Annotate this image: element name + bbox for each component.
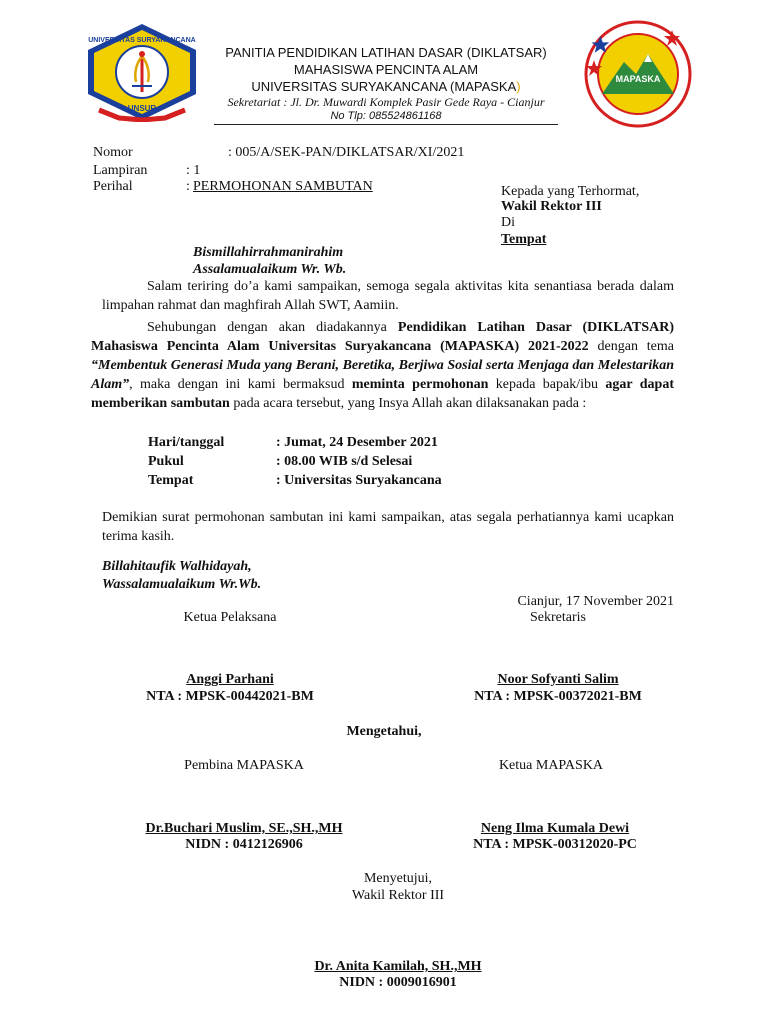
p2-part-g: kepada bapak/ibu bbox=[488, 377, 606, 392]
ketua-pelaksana-role: Ketua Pelaksana bbox=[183, 610, 277, 625]
mapaska-logo-label: MAPASKA bbox=[615, 74, 661, 84]
event-label-time: Pukul bbox=[148, 454, 184, 469]
p2-request: meminta permohonan bbox=[351, 377, 489, 392]
event-value-place: : Universitas Suryakancana bbox=[276, 473, 442, 488]
ketua-pelaksana-name: Anggi Parhani bbox=[186, 672, 274, 687]
perihal-value: PERMOHONAN SAMBUTAN bbox=[193, 179, 373, 194]
mapaska-logo bbox=[580, 18, 696, 130]
nomor-value: : 005/A/SEK-PAN/DIKLATSAR/XI/2021 bbox=[228, 145, 465, 160]
header-line-2: MAHASISWA PENCINTA ALAM bbox=[293, 62, 479, 77]
mengetahui-label: Mengetahui, bbox=[346, 724, 422, 739]
ketua-pelaksana-nta: NTA : MPSK-00442021-BM bbox=[146, 689, 314, 704]
p2-theme: “Membentuk Generasi Muda yang Berani, Beretika, Berjiwa Sosial serta Menjaga dan Melestarikan Alam” bbox=[91, 358, 674, 392]
sekretaris-nta: NTA : MPSK-00372021-BM bbox=[474, 689, 642, 704]
body-paragraph-2 bbox=[91, 318, 674, 413]
event-label-place: Tempat bbox=[148, 473, 194, 488]
logo-bottom-text: UNSUR bbox=[127, 104, 157, 113]
header-divider bbox=[214, 124, 558, 125]
recipient-line-4: Tempat bbox=[501, 232, 547, 247]
wakil-rektor-nidn: NIDN : 0009016901 bbox=[339, 975, 457, 990]
recipient-line-3: Di bbox=[501, 215, 515, 230]
place-date: Cianjur, 17 November 2021 bbox=[517, 594, 674, 609]
recipient-line-2: Wakil Rektor III bbox=[501, 199, 602, 214]
pembina-nidn: NIDN : 0412126906 bbox=[185, 837, 303, 852]
secretariat-address: Sekretariat : Jl. Dr. Muwardi Komplek Pasir Gede Raya - Cianjur bbox=[227, 95, 545, 109]
closing-billahitaufik: Billahitaufik Walhidayah, bbox=[102, 559, 252, 574]
logo-ring-text: UNIVERSITAS SURYAKANCANA bbox=[88, 37, 196, 44]
pembina-name: Dr.Buchari Muslim, SE.,SH.,MH bbox=[145, 821, 343, 836]
ketua-mapaska-role: Ketua MAPASKA bbox=[498, 758, 604, 773]
closing-wassalam: Wassalamualaikum Wr.Wb. bbox=[102, 577, 262, 592]
header-line-3-main: UNIVERSITAS SURYAKANCANA (MAPASKA bbox=[251, 79, 517, 94]
event-value-date: : Jumat, 24 Desember 2021 bbox=[276, 435, 438, 450]
ketua-mapaska-nta: NTA : MPSK-00312020-PC bbox=[473, 837, 637, 852]
body-paragraph-1: Salam teriring do’a kami sampaikan, semoga segala aktivitas kita senantiasa berada dalam limpahan rahmat dan maghfirah Allah SWT, Aamiin. bbox=[102, 279, 674, 313]
closing-paragraph: Demikian surat permohonan sambutan ini kami sampaikan, atas segala perhatiannya kami ucapkan terima kasih. bbox=[102, 510, 674, 544]
header-line-3-paren: ) bbox=[516, 79, 521, 94]
p2-part-i: pada acara tersebut, yang Insya Allah akan dilaksanakan pada : bbox=[229, 396, 587, 411]
lampiran-label: Lampiran bbox=[93, 163, 148, 178]
greeting-salam: Assalamualaikum Wr. Wb. bbox=[193, 262, 347, 277]
event-label-date: Hari/tanggal bbox=[148, 435, 225, 450]
perihal-colon: : bbox=[186, 179, 190, 194]
perihal-label: Perihal bbox=[93, 179, 133, 194]
recipient-line-1: Kepada yang Terhormat, bbox=[501, 184, 640, 199]
p2-part-a: Sehubungan dengan akan diadakannya bbox=[147, 320, 398, 335]
header-line-3 bbox=[200, 78, 572, 95]
menyetujui-label: Menyetujui, bbox=[363, 871, 433, 886]
wakil-rektor-name: Dr. Anita Kamilah, SH.,MH bbox=[314, 959, 482, 974]
p2-purpose: agar dapat memberikan sambutan bbox=[91, 377, 674, 411]
p2-event-name: Pendidikan Latihan Dasar (DIKLATSAR) Mahasiswa Pencinta Alam Universitas Suryakancana (MAPASKA) 2021-2022 bbox=[91, 320, 674, 354]
p2-part-e: , maka dengan ini kami bermaksud bbox=[129, 377, 352, 392]
phone-number: No Tlp: 085524861168 bbox=[330, 110, 442, 122]
pembina-role: Pembina MAPASKA bbox=[184, 758, 304, 773]
university-logo bbox=[84, 22, 200, 122]
p2-part-c: dengan tema bbox=[588, 339, 674, 354]
sekretaris-name: Noor Sofyanti Salim bbox=[497, 672, 619, 687]
header-line-1: PANITIA PENDIDIKAN LATIHAN DASAR (DIKLATSAR) bbox=[225, 45, 547, 60]
sekretaris-role: Sekretaris bbox=[530, 610, 586, 625]
event-value-time: : 08.00 WIB s/d Selesai bbox=[276, 454, 413, 469]
ketua-mapaska-name: Neng Ilma Kumala Dewi bbox=[480, 821, 630, 836]
nomor-label: Nomor bbox=[93, 145, 133, 160]
lampiran-value: : 1 bbox=[186, 163, 201, 178]
wakil-rektor-role: Wakil Rektor III bbox=[351, 888, 445, 903]
greeting-bismillah: Bismillahirrahmanirahim bbox=[193, 245, 344, 260]
